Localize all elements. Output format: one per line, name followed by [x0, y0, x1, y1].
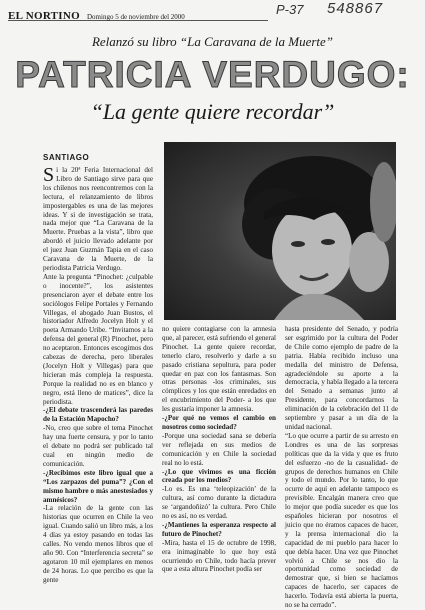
interview-answer: -Lo es. Es una ‘teleopización’ de la cultura, así como durante la dictadura se ‘argandoñizó’ la cultura. Pero Chile no es así, no es verdad. — [162, 485, 276, 521]
interview-question: -¿Por qué no vemos el cambio en nosotros como sociedad? — [162, 414, 276, 431]
interview-question: -¿Mantienes la esperanza respecto al futuro de Pinochet? — [162, 520, 276, 538]
interview-answer: -Porque una sociedad sana se debería ver reflejada en sus medios de comunicación y en Chile la sociedad real no lo está. — [162, 431, 276, 467]
handwritten-page-ref: P-37 — [276, 2, 304, 17]
interview-answer: no quiere contagiarse con la amnesia que, al parecer, está sufriendo el general Pinochet. La gente quiere recordar, tenerlo claro, resolverlo y darle a su pasado cristiana sepultura, para poder quedar en paz con los fantasmas. Son otras personas -los criminales, sus cómplices y los que están enredados en el encubrimiento del Poder- a los que les gustaría imponer la amnesia. — [162, 325, 276, 414]
article-kicker: Relanzó su libro “La Caravana de la Muerte” — [91, 34, 334, 49]
portrait-illustration — [164, 142, 396, 320]
lead-paragraph-text: i la 20ª Feria Internacional del Libro de Santiago sirve para que los chilenos nos reencontremos con la lectura, el relanzamiento de libros impostergables es una de las mejores ideas. Y si de investigación se trata, nada mejor que “La Caravana de la Muerte. Pruebas a la vista”, libro que abordó el juicio llevado adelante por el juez Juan Guzmán Tapia en el caso Caravana de la Muerte, de la periodista Patricia Verdugo. — [43, 166, 153, 272]
masthead — [8, 6, 268, 21]
interview-answer: “Lo que ocurre a partir de su arresto en Londres es una de las sorpresas políticas que da la vida y que es fruto del esfuerzo -no de la casualidad- de grupos de derechos humanos en Chile y todo el mundo. Por lo tanto, lo que ocurre de aquí en adelante tampoco es previsible. Encalgán manera creo que lo mejor que podía suceder es que los españoles hicieran por nosotros el juicio que no éramos capaces de hacer, y la prensa internacional dio la capacidad de mi pueblo para hacer lo que debía hacer. Una vez que Pinochet volvió a Chile se nos dio la oportunidad como sociedad de demostrar que, si bien se hacíamos capaces de hacerlo, ser capaces de hacerlo. Todavía está abierta la puerta, no se ha cerrado”. — [285, 431, 398, 610]
article-subhead: “La gente quiere recordar” — [90, 99, 335, 124]
interview-question: -¿El debate trascenderá las paredes de la Estación Mapocho? — [43, 406, 153, 424]
article-column-3 — [285, 325, 398, 610]
interview-answer: -Mira, hasta el 15 de octubre de 1998, era inimaginable lo que hoy está ocurriendo en Chile, todo hacía prever que a esta altura Pinochet podía ser — [162, 538, 276, 574]
handwritten-archive-number: 548867 — [327, 0, 384, 17]
lead-paragraph — [43, 166, 153, 273]
interview-answer: -La relación de la gente con las historias que ocurren en Chile la veo igual. Cuando salió un libro más, a los 4 días ya estoy pasando en todas las calles. No vendo menos libros que el año 90. Con “Interferencia secreta” se agotaron 10 mil ejemplares en menos de 24 horas. Lo que percibo es que la gente — [43, 504, 153, 584]
article-headline: PATRICIA VERDUGO: — [15, 54, 410, 95]
interview-answer: hasta presidente del Senado, y podría ser esgrimido por la cultura del Poder de Chile como ejemplo de padre de la patria. Había recibido incluso una medalla del ministro de Defensa, agradeciéndole su aporte a la democracia, y había llegado a la tercera del Senado a semanas junto al Presidente, para concordarnos la eliminación de la celebración del 11 de septiembre y pasar a un día de la unidad nacional. — [285, 325, 398, 431]
article-column-2 — [162, 325, 276, 574]
body-paragraph: Ante la pregunta “Pinochet: ¿culpable o inocente?”, los asistentes presenciaron ayer el debate entre los sociólogos Felipe Portales y Fernando Villegas, el abogado Juan Bustos, el historiador Alfredo Jocelyn Holt y el poeta Armando Uribe. “Invitamos a la defensa del general (R) Pinochet, pero no aceptaron. Entonces escogimos dos cabezas de derecha, pero liberales (Jocelyn Holt y Villegas) para que hicieran más compleja la respuesta. Porque la realidad no es en blanco y negro, está lleno de matices”, dice la periodista. — [43, 272, 153, 406]
newspaper-name: EL NORTINO — [8, 10, 80, 22]
article-dateline: SANTIAGO — [43, 153, 90, 162]
interview-answer: -No, creo que sobre el tema Pinochet hay una fuerte censura, y por lo tanto el debate no podrá ser publicado tal cual en ningún medio de comunicación. — [43, 424, 153, 468]
drop-cap: S — [43, 164, 55, 186]
article-column-1 — [43, 166, 153, 585]
portrait-photo — [164, 142, 396, 320]
interview-question: -¿Lo que vivimos es una ficción creada por los medios? — [162, 467, 276, 485]
interview-question: -¿Recibimos este libro igual que a “Los zarpazos del puma”? ¿Con el mismo hambre o más anestesiados y amnésicos? — [43, 468, 153, 504]
issue-date: Domingo 5 de noviembre del 2000 — [87, 13, 185, 21]
